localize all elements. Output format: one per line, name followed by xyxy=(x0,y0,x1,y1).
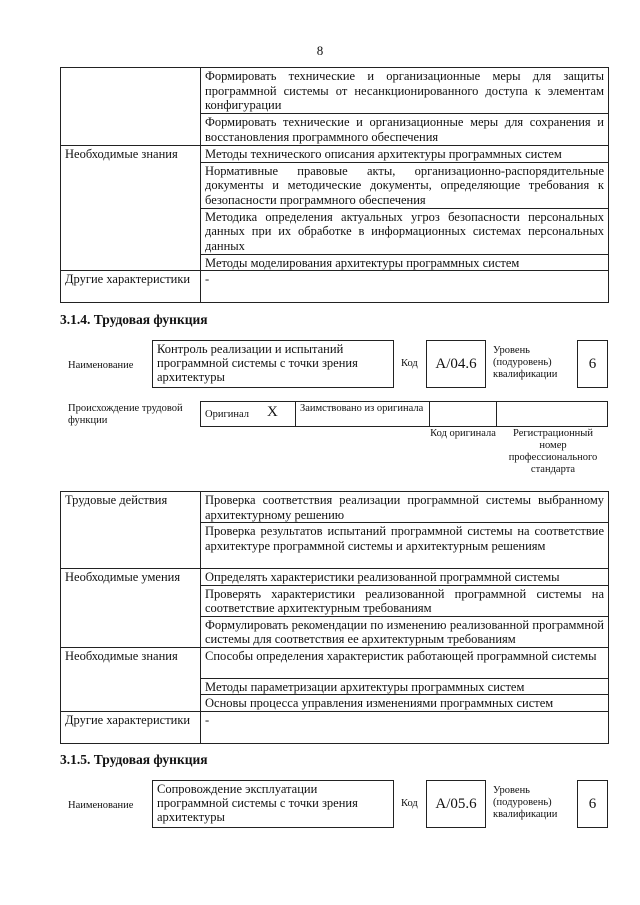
table-row xyxy=(61,647,609,678)
code-label: Код xyxy=(401,798,418,809)
row-label: Необходимые умения xyxy=(61,569,201,648)
level-label: Уровень (подуровень) квалификации xyxy=(493,345,558,380)
function-name: Контроль реализации и испытаний программной системы с точки зрения архитектуры xyxy=(157,342,358,384)
section-heading: 3.1.4. Трудовая функция xyxy=(60,312,208,327)
level-label: Уровень (подуровень) квалификации xyxy=(493,785,558,820)
row-text: Методика определения актуальных угроз безопасности персональных данных при их обработке в информационных системах персональных данных xyxy=(201,208,609,254)
row-label xyxy=(61,68,201,146)
borrowed-box xyxy=(295,401,430,427)
row-label: Трудовые действия xyxy=(61,492,201,569)
name-label: Наименование xyxy=(68,360,134,371)
row-text: Нормативные правовые акты, организационно-распорядительные документы и методические документы, определяющие требования к безопасности программного обеспечения xyxy=(201,162,609,208)
section-heading: 3.1.5. Трудовая функция xyxy=(60,752,208,767)
table-row xyxy=(61,271,609,303)
function-name-box xyxy=(152,340,394,388)
row-text: Формировать технические и организационные меры для защиты программной системы от несанкционированного доступа к элементам конфигурации xyxy=(201,68,609,114)
level-box xyxy=(577,340,608,388)
original-label: Оригинал xyxy=(205,409,249,420)
table-row xyxy=(61,68,609,114)
code-value: A/04.6 xyxy=(435,356,477,372)
level-box xyxy=(577,780,608,828)
row-text: Основы процесса управления изменениями программных систем xyxy=(201,695,609,712)
code-box xyxy=(426,780,486,828)
row-label: Необходимые знания xyxy=(61,647,201,711)
work-function-table xyxy=(60,491,609,744)
code-original-caption: Код оригинала xyxy=(430,428,496,439)
row-label: Другие характеристики xyxy=(61,711,201,743)
original-box xyxy=(200,401,296,427)
code-original-box xyxy=(429,401,497,427)
row-text: Проверка соответствия реализации программной системы выбранному архитектурному решению xyxy=(201,492,609,523)
row-text: Проверять характеристики реализованной программной системы на соответствие архитектурным требованиям xyxy=(201,585,609,616)
knowledge-table-continued xyxy=(60,67,609,303)
row-text: Формировать технические и организационные меры для сохранения и восстановления программного обеспечения xyxy=(201,114,609,146)
borrowed-label: Заимствовано из оригинала xyxy=(300,403,424,414)
row-text: Методы моделирования архитектуры программных систем xyxy=(201,254,609,271)
table-row xyxy=(61,492,609,523)
reg-number-box xyxy=(496,401,608,427)
level-value: 6 xyxy=(588,356,597,372)
row-text: Методы параметризации архитектуры программных систем xyxy=(201,678,609,695)
row-label: Необходимые знания xyxy=(61,146,201,271)
row-text: - xyxy=(201,711,609,743)
name-label: Наименование xyxy=(68,800,134,811)
row-text: Методы технического описания архитектуры программных систем xyxy=(201,146,609,163)
function-name: Сопровождение эксплуатации программной системы с точки зрения архитектуры xyxy=(157,782,358,824)
code-box xyxy=(426,340,486,388)
original-mark: X xyxy=(267,404,278,420)
code-label: Код xyxy=(401,358,418,369)
reg-number-caption: Регистрационный номер профессионального стандарта xyxy=(508,428,598,475)
table-row xyxy=(61,569,609,586)
table-row xyxy=(61,146,609,163)
level-value: 6 xyxy=(588,796,597,812)
row-text: Способы определения характеристик работающей программной системы xyxy=(201,647,609,678)
row-text: Определять характеристики реализованной программной системы xyxy=(201,569,609,586)
row-text: - xyxy=(201,271,609,303)
page-number: 8 xyxy=(316,43,324,58)
row-label: Другие характеристики xyxy=(61,271,201,303)
origin-label: Происхождение трудовой функции xyxy=(68,403,183,426)
row-text: Проверка результатов испытаний программной системы на соответствие архитектуре программной системы и архитектурным решениям xyxy=(201,523,609,569)
code-value: A/05.6 xyxy=(435,796,477,812)
function-name-box xyxy=(152,780,394,828)
row-text: Формулировать рекомендации по изменению реализованной программной системы для соответствия ее архитектурным требованиям xyxy=(201,616,609,647)
table-row xyxy=(61,711,609,743)
